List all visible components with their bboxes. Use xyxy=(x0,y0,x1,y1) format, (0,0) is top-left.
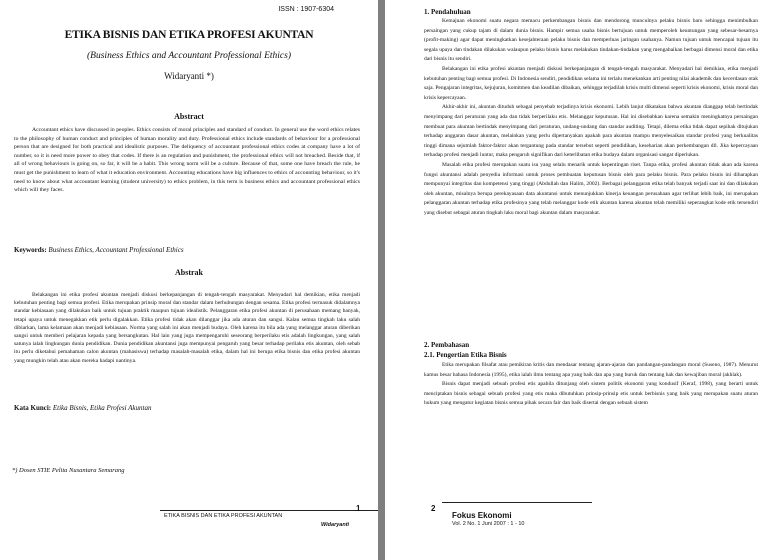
pembahasan-paragraph: Etika merupakan filsafat atau pemikiran kritis dan mendasar tentang ajaran-ajaran dan pandangan-pandangan moral (Suseno, 1987). Menurut kamus besar bahasa Indonesia (1995), etika ialah ilmu tentang apa yang baik dan apa yang buruk dan tentang hak dan kewajiban moral (akhlak). xyxy=(424,362,758,378)
intro-paragraph: Kemajuan ekonomi suatu negara memacu perkembangan bisnis dan mendorong munculnya pelaku bisnis baru sehingga menimbulkan persaingan yang cukup tajam di dalam dunia bisnis. Hampir semua usaha bisnis bertujuan untuk memperoleh keuntungan yang sebesar-besarnya (profit-making) agar dapat meningkatkan kesejahteraan pelaku bisnis dan memperluas jaringan usahanya. Namun tujuan untuk mencapai tujuan itu segala upaya dan tindakan dilakukan walaupun pelaku bisnis harus melakukan tindakan-tindakan yang mengabaikan berbagai dimensi moral dan etika dari bisnis itu sendiri. xyxy=(424,18,758,63)
abstract-en-text: Accountant ethics have discussed in peoples. Ethics consists of moral principles and standard of conduct. In general use the word ethics relates to the philosophy of human conduct and principles of human morality and duty. Professional ethics include standards of behaviour for a professional person that are designed for both practical and idealistic purposes. The deliquency of accountant professional ethics codes at company have a lot of number, so it is need more power to obey that codes. If there is an regulation and punishment, the professional ethics will not breached. Beside that, if all of wrong behaviours is going on, so far, it will be a habit. This wrong norm will be a culture. Because of that, some one have breach the rule, he must get the punishment to learn of what it education environment. Accounting educations have big influences to ethics of accounting behaviour, so it's need to know about what accountant learning (student university) to ethics problem, in this term is business ethics and accountant professional ethics which will they faces. xyxy=(14,127,360,194)
author: Widaryanti *) xyxy=(164,71,214,81)
abstract-en xyxy=(14,126,360,195)
kata-kunci-label: Kata Kunci: xyxy=(14,404,52,412)
paper-title: ETIKA BISNIS DAN ETIKA PROFESI AKUNTAN xyxy=(64,29,314,41)
journal-info: Vol. 2 No. 1 Juni 2007 : 1 - 10 xyxy=(452,521,525,527)
section-2-heading: 2. Pembahasan xyxy=(424,341,470,349)
abstract-id xyxy=(14,291,360,365)
issn: ISSN : 1907-6304 xyxy=(278,6,334,13)
keywords-line xyxy=(14,246,184,254)
kata-kunci-value: Etika Bisnis, Etika Profesi Akuntan xyxy=(52,404,152,412)
intro-section xyxy=(424,17,758,218)
keywords-value: Business Ethics, Accountant Professional Ethics xyxy=(48,246,184,254)
pembahasan-section xyxy=(424,361,758,409)
footnote: *) Dosen STIE Pelita Nusantara Semarang xyxy=(12,467,125,474)
left-page xyxy=(0,0,378,560)
page-number-left: 1 xyxy=(356,504,361,513)
intro-paragraph: Belakangan ini etika profesi akuntan menjadi diskusi berkepanjangan di tengah-tengah masyarakat. Menyadari hal demikian, etika menjadi kebutuhan penting bagi semua profesi. Di Indonesia sendiri, pendidikan selama ini terlalu menekankan arti penting nilai akademik dan kecerdasan otak saja. Pengajaran integritas, kejujuran, komitmen dan keadilan dibaikan, sehingga terjadilah krisis multi dimensi seperti krisis ekonomi, krisis moral dan krisis kepercayaan. xyxy=(424,65,758,101)
running-author: Widaryanti xyxy=(321,522,350,528)
footer-rule xyxy=(160,510,378,511)
abstract-id-text: Belakangan ini etika profesi akuntan menjadi diskusi berkepanjangan di tengah-tengah masyarakat. Menyadari hal demikian, etika menjadi kebutuhan penting bagi semua profesi. Etika merupakan prinsip moral dan standar dalam berhubungan dengan sesama. Etika profesi termasuk didalamnya standar kebiasaan yang dilakukan baik untuk tujuan praktik maupun tujuan idealistik. Pelanggaran etika profesi akuntan di perusahaan memang banyak, tetapi upaya untuk menegakkan etik perlu digalakkan. Etika profesi tidak akan dilanggar jika ada aturan dan sangsi. Kalau semua tingkah laku salah dibiarkan, lama kelamaan akan menjadi kebiasaan. Norma yang salah ini akan menjadi budaya. Oleh karena itu bila ada yang melanggar aturan diberikan sangsi untuk memberi pelajaran kepada yang bersangkutan. Hal lain yang juga mempengaruhi seseorang berperilaku etis adalah lingkungan, yang salah satunya ialah lingkungan dunia pendidikan. Dunia pendidikan akuntansi juga mempunyai pengaruh yang besar terhadap perilaku etis akuntan, oleh sebab itu perlu diketahui pemahaman calon akuntan (mahasiswa) terhadap masalah-masalah etika, dalam hal ini berupa etika bisnis dan etika profesi akuntan yang mungkin telah atau akan mereka hadapi nantinya. xyxy=(14,292,360,364)
page-number-right: 2 xyxy=(431,504,436,513)
intro-paragraph: Akhir-akhir ini, akuntan dituduh sebagai penyebab terjadinya krisis ekonomi. Lebih lanjut dikatakan bahwa akuntan dianggap telah bertindak menyimpang dari peraturan yang ada dan tidak berperilaku etis. Melanggar keputusan. Hal ini disebabkan karena semakin meningkatnya persaingan membuat para akuntan bertindak menyimpang dari peraturan, undang-undang dan standar auditing. Tetapi, dilema etika tidak dapat sepihak ditujukan terhadap anggaran dasar akuntan, melainkan yang perlu dipertanyakan apakah para akuntan mampu menyelesaikan standar profesi yang berkualitas tinggi dimana sejumlah faktor-faktor akan tergantung pada standar tersebut seperti pendidikan, keseharian akan perkembangan dll. Jika kepercayaan terhadap profesi menjadi luntur, maka pengaruh signifikan dari keterlibatan etika budaya dalam organisasi sangat diperlukan. xyxy=(424,104,758,159)
section-1-heading: 1. Pendahuluan xyxy=(424,8,471,16)
pembahasan-paragraph: Bisnis dapat menjadi sebuah profesi etis apabila ditunjang oleh sistem politik ekonomi yang kondusif (Keraf, 1998), yang berarti untuk menciptakan bisnis sebagai sebuah profesi yang etis maka dibutuhkan prinsip-prinsip etis untuk berbisnis yang baik yang merupakan suatu aturan hukum yang mengatur kegiatan bisnis semua pihak secara fair dan baik disertai dengan sebuah sistem xyxy=(424,381,758,407)
footer-rule-right xyxy=(442,502,592,503)
paper-subtitle: (Business Ethics and Accountant Professional Ethics) xyxy=(87,51,291,61)
journal-name: Fokus Ekonomi xyxy=(452,511,512,520)
abstract-en-heading: Abstract xyxy=(174,112,204,121)
kata-kunci-line xyxy=(14,404,151,412)
abstract-id-heading: Abstrak xyxy=(174,268,203,277)
running-head: ETIKA BISNIS DAN ETIKA PROFESI AKUNTAN xyxy=(164,513,283,519)
intro-paragraph: Masalah etika profesi merupakan suatu isu yang selalu menarik untuk kepentingan riset. Tanpa etika, profesi akuntan tidak akan ada karena fungsi akuntansi adalah penyedia informasi untuk proses pembuatan keputusan bisnis oleh para pelaku bisnis. Para pelaku bisnis ini diharapkan mempunyai integritas dan kompetensi yang tinggi (Abdullah dan Halim, 2002). Berbagai pelanggaran etika telah banyak terjadi saat ini dan dilakukan oleh akuntan, misalnya berupa perekayasaan data akuntansi untuk menunjukkan kinerja keuangan perusahaan agar terlihat lebih baik, ini merupakan pelanggaran akuntan terhadap etika profesinya yang telah melanggar kode etik akuntan karena akuntan telah memiliki seperangkat kode etik tersendiri yang disebut sebagai aturan tingkah laku moral bagi akuntan dalam masyarakat. xyxy=(424,161,758,216)
subsection-heading: 2.1. Pengertian Etika Bisnis xyxy=(424,351,507,359)
keywords-label: Keywords: xyxy=(14,246,47,254)
